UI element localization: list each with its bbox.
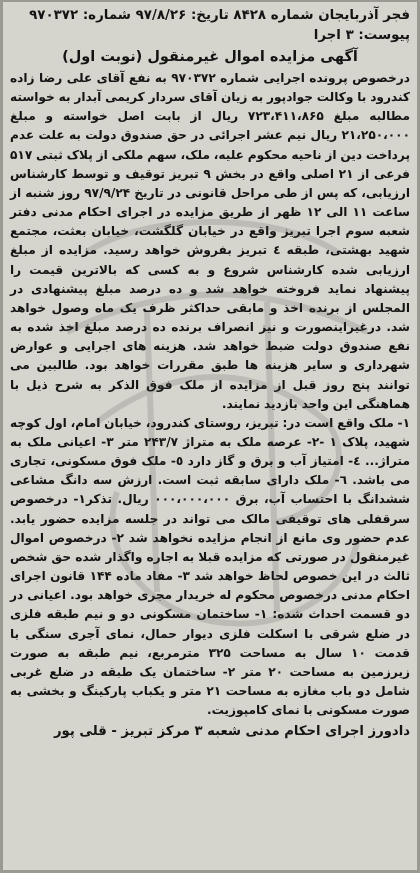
- signature-line: دادورز اجرای احکام مدنی شعبه ۳ مرکز تبریز - قلی پور: [53, 724, 410, 740]
- newspaper-notice: [3, 2, 417, 870]
- paragraph-property-details: ۱- ملک واقع است در: تبریز، روستای کندرود، خیابان امام، اول کوچه شهید، پلاک ۱ -۲- عرصه ملک به متراژ ۲۴۳/۷ متر ۳- اعیانی ملک به متراژ... ٤- امتیاز آب و برق و گاز دارد ٥- ملک فوق مسکونی، تجاری می باشد. ٦- ملک دارای سابقه ثبت است. ارزش سه دانگ مشاعی ششدانگ با احتساب آب، برق ۰۰۰،۰۰۰،۰۰۰ ریال. تذکر۱- درخصوص سرقفلی های توقیفی مالک می تواند در جلسه مزایده حضور یابد. عدم حضور وی مانع از انجام مزایده نخواهد شد ۲- درخصوص اموال غیرمنقول در صورتی که مزایده قبلا به اجاره واگذار شده حق شخص ثالث در این خصوص لحاظ خواهد شد ۳- مفاد ماده ۱۴۴ قانون اجرای احکام مدنی درخصوص محکوم له خریدار مجری خواهد بود. اعیانی در دو قسمت احداث شده: ۱- ساختمان مسکونی دو و نیم طبقه فلزی در ضلع شرقی با اسکلت فلزی دیوار حمال، نمای آجری سنگی با قدمت ۱۰ سال به مساحت ۳۲۵ مترمربع، نیم طبقه به صورت زیرزمین به مساحت ۲۰ متر ۲- ساختمان یک طبقه در ضلع غربی شامل دو باب مغازه به مساحت ۲۱ متر و یکباب پارکینگ و بخشی به صورت مسکونی با نمای کامپوزیت.: [10, 415, 410, 718]
- issue-header: فجر آذربایجان شماره ۸۴۲۸ تاریخ: ۹۷/۸/۲۶ شماره: ۹۷۰۳۷۲: [29, 8, 410, 23]
- paragraph-main: درخصوص پرونده اجرایی شماره ۹۷۰۳۷۲ به نفع آقای علی رضا زاده کندرود با وکالت جوادپور به زیان آقای سردار کریمی آبدار به خواسته مطالبه مبلغ ۷۲۳،۴۱۱،۸۶۵ ریال از بابت اصل خواسته و مبلغ ۲۱،۲۵۰،۰۰۰ ریال نیم عشر اجرائی در حق صندوق دولت به علت عدم پرداخت دین از ناحیه محکوم علیه، ملک، سهم ملکی از پلاک ثبتی ۵۱۷ فرعی از ۲۱ اصلی واقع در بخش ۹ تبریز توقیف و توسط کارشناس ارزیابی، که پس از طی مراحل قانونی در تاریخ ۹۷/۹/۲۴ روز شنبه از ساعت ۱۱ الی ۱۲ ظهر از طریق مزایده در اجرای احکام مدنی دفتر شعبه سوم اجرا تبریز واقع در خیابان گلگشت، خیابان بعثت، مجتمع شهید بهشتی، طبقه ٤ تبریز بفروش خواهد رسید. مزایده از مبلغ ارزیابی شده کارشناس شروع و به کسی که بالاترین قیمت را پیشنهاد نماید فروخته خواهد شد و ده درصد مبلغ پیشنهادی در المجلس از برنده اخذ و مابقی حداکثر ظرف یک ماه وصول خواهد شد. درغیراینصورت و نیز انصراف برنده ده درصد مبلغ اخذ شده به نفع صندوق دولت ضبط خواهد شد. هزینه های اجرایی و عوارض شهرداری و سایر هزینه ها طبق مقررات خواهد بود. طالبین می توانند پنج روز قبل از مزایده از ملک فوق الذکر به شرح ذیل با هماهنگی این واحد بازدید نمایند.: [10, 71, 410, 411]
- notice-body: [10, 69, 410, 720]
- attachment-line: پیوست: ۳ اجرا: [313, 28, 410, 43]
- notice-title: آگهی مزایده اموال غیرمنقول (نوبت اول): [62, 49, 358, 65]
